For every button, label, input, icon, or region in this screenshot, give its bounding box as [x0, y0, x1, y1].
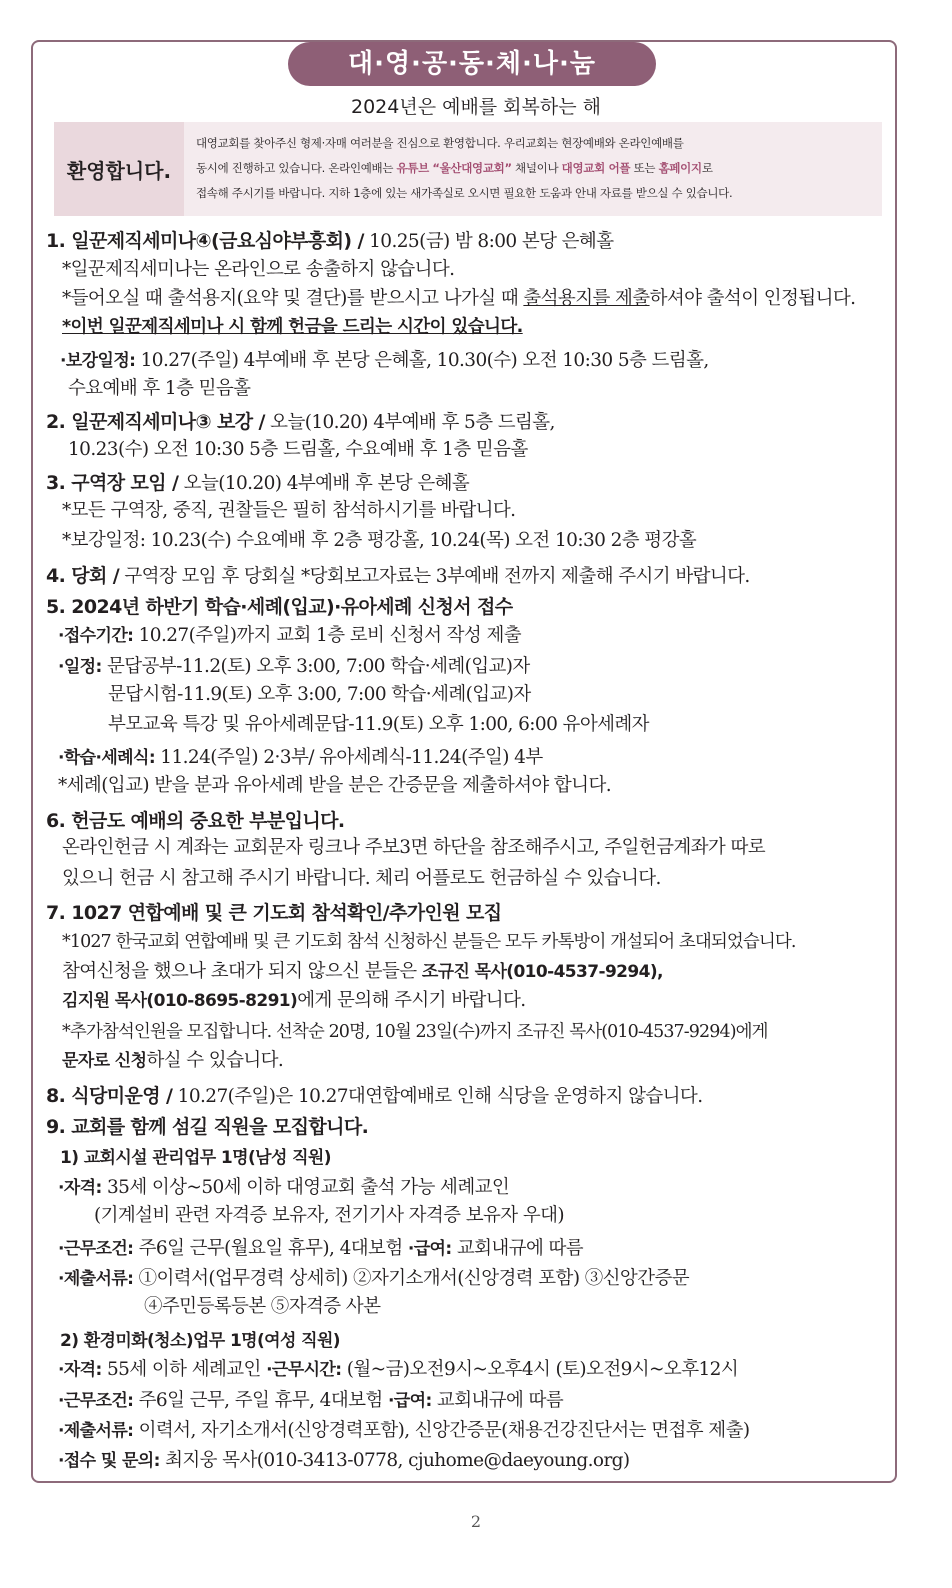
section-banner: 대·영·공·동·체·나·눔	[288, 42, 656, 86]
item-5-ceremony: ·학습·세례식: 11.24(주일) 2·3부/ 유아세례식-11.24(주일) 4부	[58, 747, 543, 768]
job-1-title: 1) 교회시설 관리업무 1명(남성 직원)	[60, 1148, 331, 1168]
welcome-title: 환영합니다.	[66, 158, 172, 183]
item-5-note: *세례(입교) 받을 분과 유아세례 받을 분은 간증문을 제출하셔야 합니다.	[58, 775, 612, 796]
job-2-title: 2) 환경미화(청소)업무 1명(여성 직원)	[60, 1331, 340, 1351]
item-7-line: 문자로 신청하실 수 있습니다.	[62, 1050, 284, 1071]
job-2-qualification: ·자격: 55세 이하 세례교인 ·근무시간: (월~금)오전9시~오후4시 (토)오전9시~오후12시	[58, 1359, 739, 1380]
item-7-line: 참여신청을 했으나 초대가 되지 않으신 분들은 조규진 목사(010-4537-9294),	[62, 961, 663, 982]
item-1-heading: 1. 일꾼제직세미나④(금요심야부흥회) / 10.25(금) 밤 8:00 본당 은혜홀	[46, 230, 614, 252]
job-1-qualification-cont: (기계설비 관련 자격증 보유자, 전기기사 자격증 보유자 우대)	[94, 1205, 564, 1226]
app-name: 대영교회 어플	[561, 161, 631, 175]
homepage-name: 홈페이지	[658, 161, 702, 175]
page-number: 2	[470, 1512, 482, 1531]
job-1-conditions: ·근무조건: 주6일 근무(월요일 휴무), 4대보험 ·급여: 교회내규에 따름	[58, 1238, 584, 1259]
item-5-schedule-line: 부모교육 특강 및 유아세례문답-11.9(토) 오후 1:00, 6:00 유아세례자	[108, 714, 649, 735]
item-5-schedule-line: 문답시험-11.9(토) 오후 3:00, 7:00 학습·세례(입교)자	[108, 684, 531, 705]
item-2-heading: 2. 일꾼제직세미나③ 보강 / 오늘(10.20) 4부예배 후 5층 드림홀,	[46, 411, 555, 433]
job-2-conditions: ·근무조건: 주6일 근무, 주일 휴무, 4대보험 ·급여: 교회내규에 따름	[58, 1390, 564, 1411]
item-1-note: *들어오실 때 출석용지(요약 및 결단)를 받으시고 나가실 때 출석용지를 제출하셔야 출석이 인정됩니다.	[62, 288, 856, 309]
item-7-heading: 7. 1027 연합예배 및 큰 기도회 참석확인/추가인원 모집	[46, 902, 502, 924]
item-6-line: 온라인헌금 시 계좌는 교회문자 링크나 주보3면 하단을 참조해주시고, 주일헌금계좌가 따로	[62, 837, 766, 858]
youtube-link: 유튜브	[396, 161, 429, 175]
job-1-documents: ·제출서류: ①이력서(업무경력 상세히) ②자기소개서(신앙경력 포함) ③신앙간증문	[58, 1268, 689, 1289]
item-5-period: ·접수기간: 10.27(주일)까지 교회 1층 로비 신청서 작성 제출	[58, 625, 522, 646]
item-5-heading: 5. 2024년 하반기 학습·세례(입교)·유아세례 신청서 접수	[46, 596, 513, 618]
item-7-line: 김지원 목사(010-8695-8291)에게 문의해 주시기 바랍니다.	[62, 990, 526, 1011]
welcome-line: 대영교회를 찾아주신 형제·자매 여러분을 진심으로 환영합니다. 우리교회는 현장예배와 온라인예배를	[196, 136, 684, 150]
job-2-contact: ·접수 및 문의: 최지웅 목사(010-3413-0778, cjuhome@daeyoung.org)	[58, 1450, 630, 1471]
channel-name: “울산대영교회”	[432, 161, 512, 175]
item-1-offering-note: *이번 일꾼제직세미나 시 함께 헌금을 드리는 시간이 있습니다.	[62, 317, 523, 337]
item-3-heading: 3. 구역장 모임 / 오늘(10.20) 4부예배 후 본당 은혜홀	[46, 472, 470, 494]
item-6-line: 있으니 헌금 시 참고해 주시기 바랍니다. 체리 어플로도 헌금하실 수 있습니다.	[62, 868, 661, 889]
item-7-line: *추가참석인원을 모집합니다. 선착순 20명, 10월 23일(수)까지 조규진 목사(010-4537-9294)에게	[62, 1022, 768, 1042]
job-1-documents-cont: ④주민등록등본 ⑤자격증 사본	[144, 1296, 381, 1317]
item-1-makeup: ·보강일정: 10.27(주일) 4부예배 후 본당 은혜홀, 10.30(수) 오전 10:30 5층 드림홀,	[60, 350, 709, 371]
contact-jo: 조규진 목사(010-4537-9294),	[421, 962, 663, 982]
item-1-note: *일꾼제직세미나는 온라인으로 송출하지 않습니다.	[62, 259, 455, 280]
item-9-heading: 9. 교회를 함께 섬길 직원을 모집합니다.	[46, 1116, 369, 1138]
item-1-makeup-cont: 수요예배 후 1층 믿음홀	[68, 378, 251, 399]
item-8-heading: 8. 식당미운영 / 10.27(주일)은 10.27대연합예배로 인해 식당을 운영하지 않습니다.	[46, 1085, 703, 1107]
welcome-line: 동시에 진행하고 있습니다. 온라인예배는 유튜브 “울산대영교회” 채널이나 대영교회 어플 또는 홈페이지로	[196, 161, 713, 175]
contact-kim: 김지원 목사(010-8695-8291)	[62, 991, 298, 1011]
welcome-line: 접속해 주시기를 바랍니다. 지하 1층에 있는 새가족실로 오시면 필요한 도움과 안내 자료를 받으실 수 있습니다.	[196, 186, 733, 200]
item-4-heading: 4. 당회 / 구역장 모임 후 당회실 *당회보고자료는 3부예배 전까지 제출해 주시기 바랍니다.	[46, 565, 750, 587]
item-6-heading: 6. 헌금도 예배의 중요한 부분입니다.	[46, 810, 345, 832]
item-5-schedule: ·일정: 문답공부-11.2(토) 오후 3:00, 7:00 학습·세례(입교)자	[58, 656, 530, 677]
item-2-line: 10.23(수) 오전 10:30 5층 드림홀, 수요예배 후 1층 믿음홀	[68, 439, 528, 460]
job-1-qualification: ·자격: 35세 이상~50세 이하 대영교회 출석 가능 세례교인	[58, 1177, 510, 1198]
year-theme: 2024년은 예배를 회복하는 해	[350, 96, 601, 118]
item-3-note: *보강일정: 10.23(수) 수요예배 후 2층 평강홀, 10.24(목) 오전 10:30 2층 평강홀	[62, 530, 697, 551]
job-2-documents: ·제출서류: 이력서, 자기소개서(신앙경력포함), 신앙간증문(채용건강진단서는 면접후 제출)	[58, 1420, 750, 1441]
item-7-line: *1027 한국교회 연합예배 및 큰 기도회 참석 신청하신 분들은 모두 카톡방이 개설되어 초대되었습니다.	[62, 932, 796, 952]
item-3-note: *모든 구역장, 중직, 권찰들은 필히 참석하시기를 바랍니다.	[62, 500, 516, 521]
